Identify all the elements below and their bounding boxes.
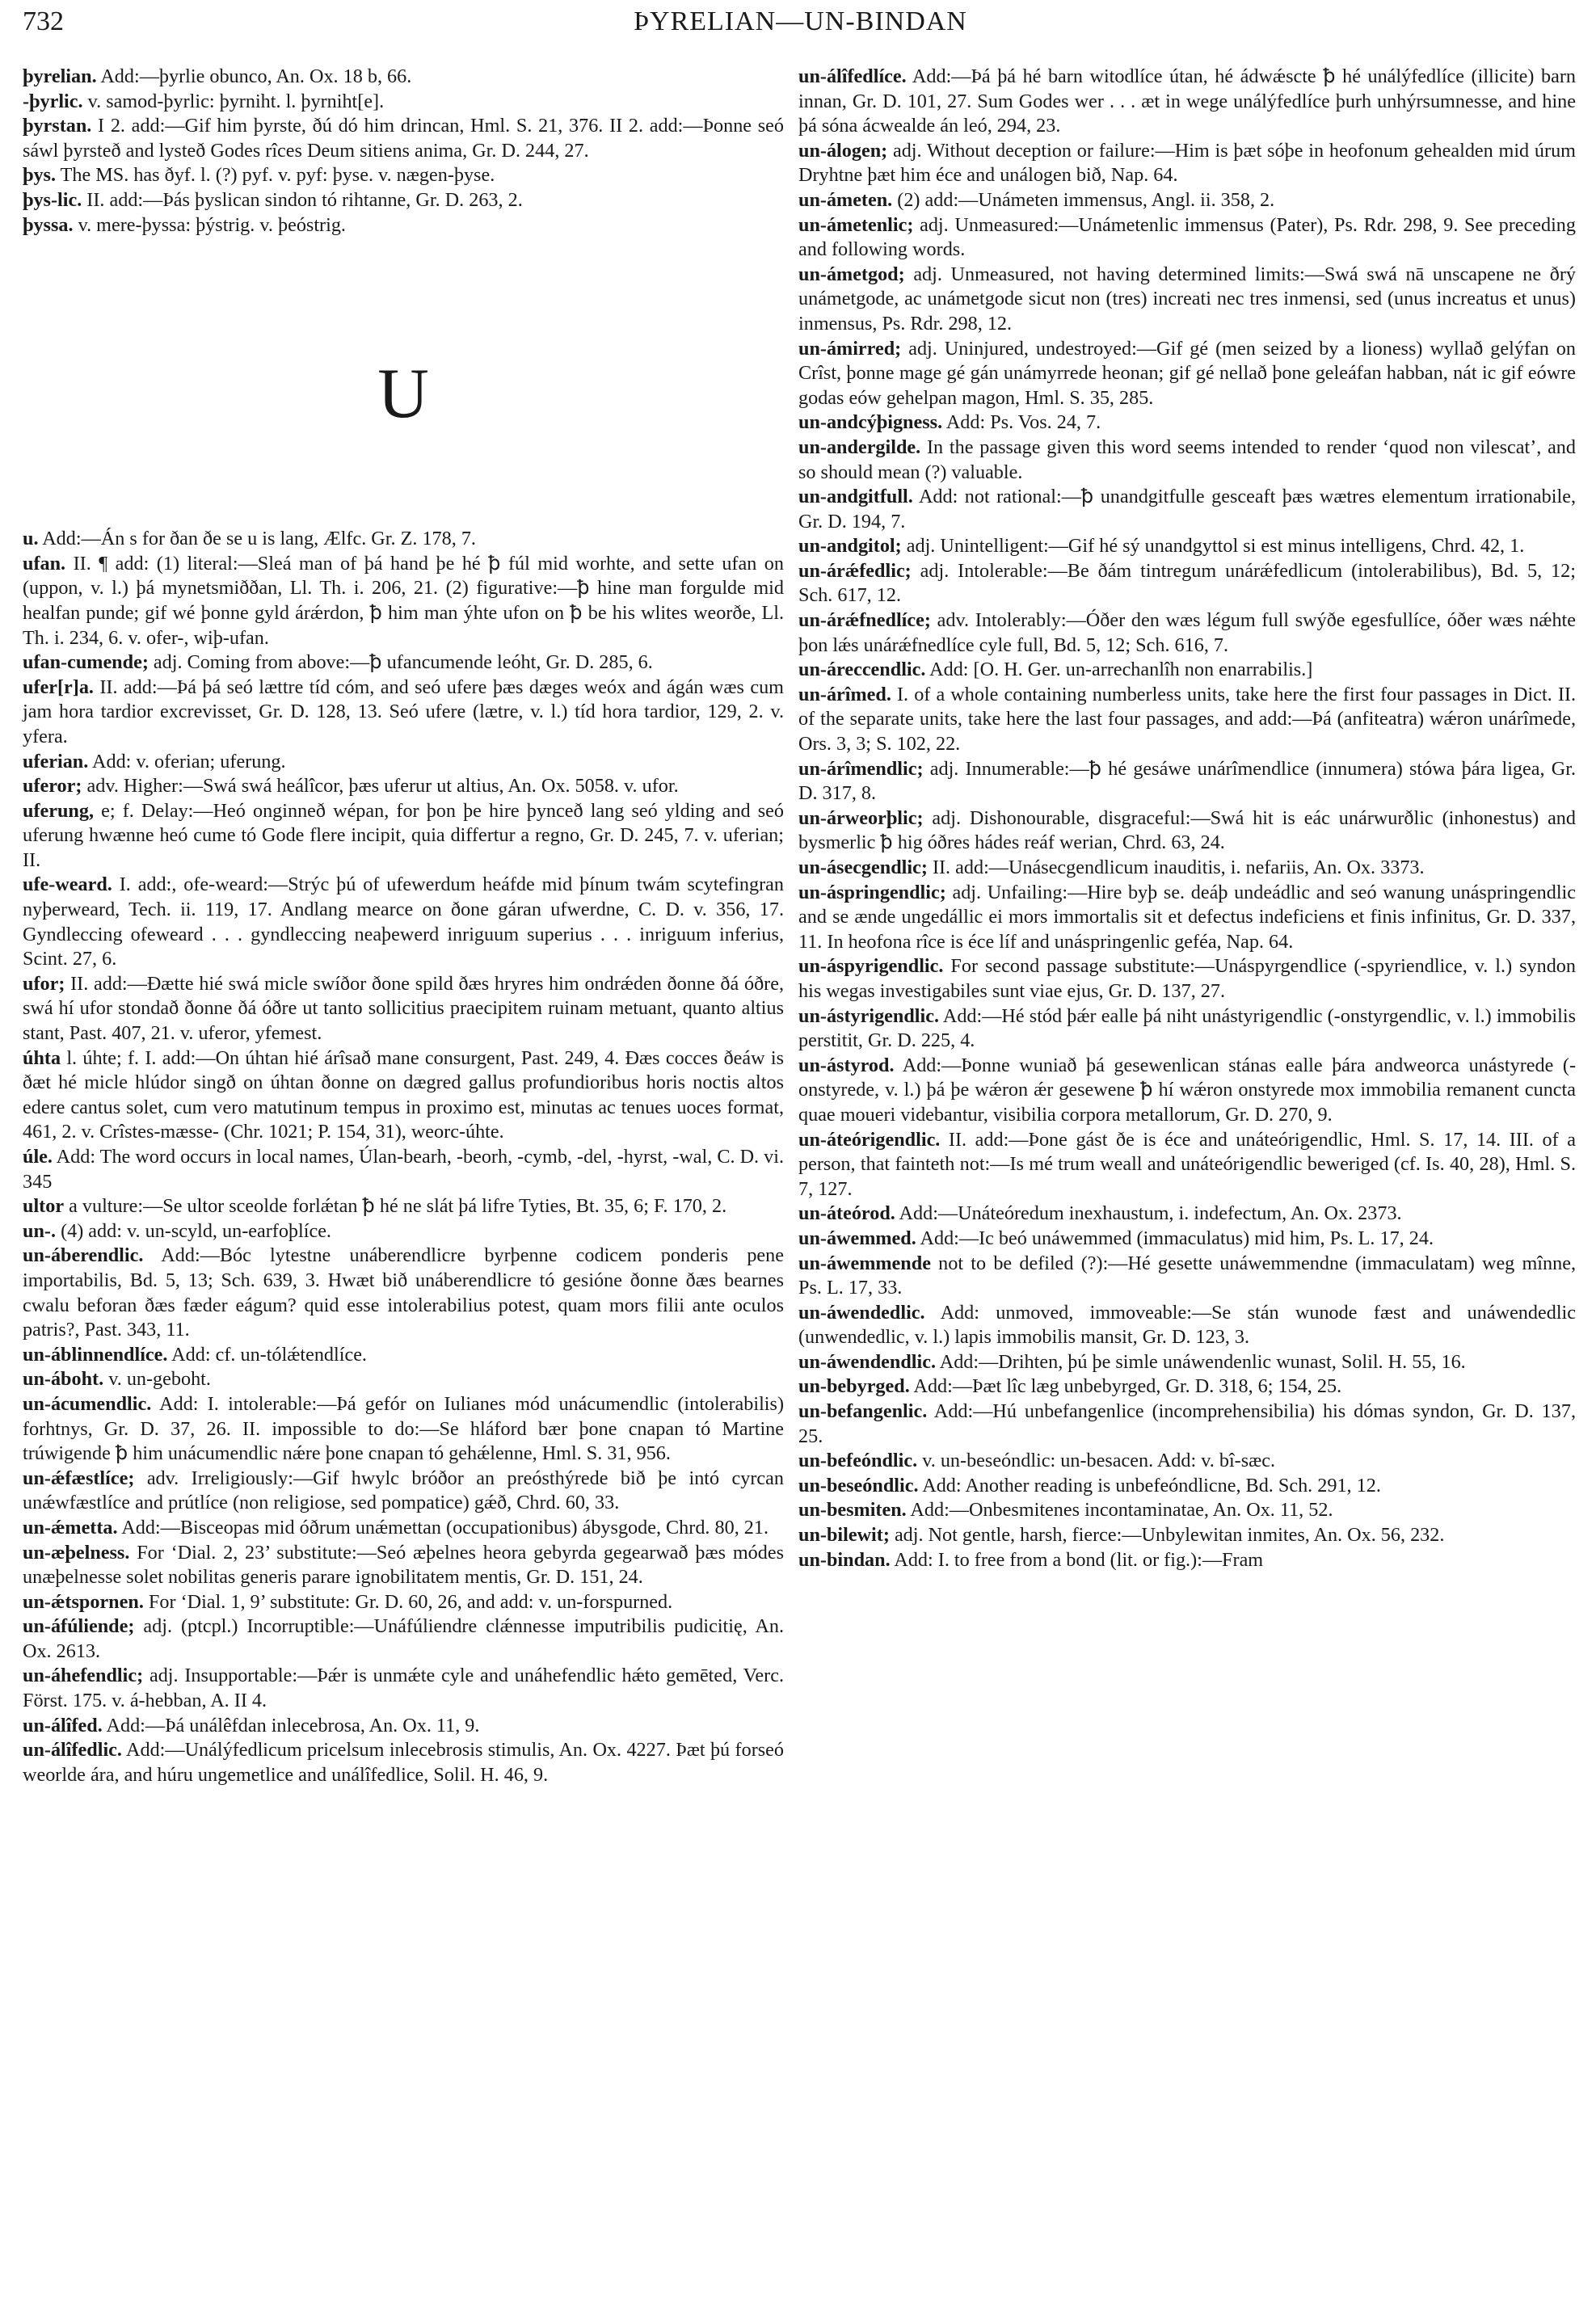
entry-body: adj. Dishonourable, disgraceful:—Swá hit is eác unárwurðlic (inhonestus) and bysmerlic ꝥ hig óðres hádes reáf werian, Chrd. 63, 24. (798, 806, 1576, 854)
dictionary-entry (798, 263, 1576, 337)
entry-headword: un-áwendendlic. (798, 1350, 937, 1373)
dictionary-entry (23, 873, 784, 971)
dictionary-entry (23, 188, 784, 213)
entry-body: Add: unmoved, immoveable:—Se stán wunode fæst and unáwendedlic (unwendedlic, v. l.) lapis immobilis mansit, Gr. D. 123, 3. (798, 1301, 1576, 1349)
entry-body: adj. Coming from above:—ꝥ ufancumende leóht, Gr. D. 285, 6. (148, 651, 653, 674)
entry-headword: ufan. (23, 552, 66, 575)
dictionary-entry (798, 683, 1576, 757)
right-entries (798, 65, 1576, 1572)
entry-body: Add:—Þá þá hé barn witodlíce útan, hé ádwǽscte ꝥ hé unálýfedlíce (illicite) barn innan, Gr. D. 101, 27. Sum Godes wer . . . æt in wege unálýfedlíce þurh unhýrsumnesse, and hine þá sóna ácwealde án leó, 294, 23. (798, 65, 1576, 137)
dictionary-entry (798, 1227, 1576, 1252)
entry-body: Add: Ps. Vos. 24, 7. (942, 411, 1101, 434)
dictionary-entry (23, 552, 784, 650)
entry-body: e; f. Delay:—Heó onginneð wépan, for þon þe hire þynceð lang seó ylding and seó uferung hwænne heó cume tó Gode flere incipit, quia differtur a regno, Gr. D. 245, 7. v. uferian; II. (23, 799, 784, 871)
entry-headword: un-álîfedlíce. (798, 65, 907, 87)
entry-body: v. un-geboht. (103, 1368, 211, 1391)
entry-body: Add:—Hú unbefangenlice (incomprehensibilia) his dómas syndon, Gr. D. 137, 25. (798, 1400, 1576, 1447)
dictionary-entry (798, 1498, 1576, 1523)
entries-after-letter (23, 527, 784, 1787)
entry-headword: un-ástyrigendlic. (798, 1004, 940, 1027)
dictionary-entry (23, 1516, 784, 1541)
entry-body: I. add:, ofe-weard:—Strýc þú of ufewerdum heáfde mid þínum twám scytefingran nyþerweard, Tech. ii. 119, 17. Andlang mearce on ðone gáran ufwerdne, C. D. v. 356, 17. Gyndleccing ofeweard . . . gyndleccing neaþewerd inriguum superius . . . inriguum inferius, Scint. 27, 6. (23, 873, 784, 970)
dictionary-entry (798, 139, 1576, 188)
dictionary-entry (798, 1202, 1576, 1227)
entry-body: Add: not rational:—ꝥ unandgitfulle gesceaft þæs wætres elementum irrationabile, Gr. D. 194, 7. (798, 486, 1576, 532)
entry-body: adj. Unmeasured:—Unámetenlic immensus (Pater), Ps. Rdr. 298, 9. See preceding and following words. (798, 213, 1576, 261)
entry-headword: un-áspyrigendlic. (798, 955, 944, 978)
dictionary-entry (23, 972, 784, 1046)
entry-headword: un-ǽtspornen. (23, 1590, 144, 1613)
entry-headword: un-besmiten. (798, 1499, 907, 1522)
entry-body: Add: cf. un-tólǽtendlíce. (167, 1343, 367, 1366)
entry-headword: un-æþelness. (23, 1541, 130, 1564)
dictionary-entry (23, 65, 784, 90)
dictionary-entry (798, 213, 1576, 263)
entry-headword: un-bindan. (798, 1548, 891, 1571)
entry-headword: -þyrlic. (23, 90, 83, 112)
entry-headword: un-áreccendlic. (798, 659, 926, 681)
entry-body: I. of a whole containing numberless units, take here the first four passages in Dict. II. of the separate units, take here the last four passages, and add:—Þá (anfiteatra) wǽron unárîmede, Ors. 3, 3; S. 102, 22. (798, 683, 1576, 756)
dictionary-entry (23, 1590, 784, 1615)
entry-body: Add:—Þá unálêfdan inlecebrosa, An. Ox. 11, 9. (102, 1714, 480, 1736)
dictionary-entry (23, 650, 784, 676)
entry-body: adj. (ptcpl.) Incorruptible:—Unáfúliendre clǽnnesse imputribilis pudicitię, An. Ox. 2613. (23, 1615, 784, 1662)
dictionary-entry (23, 774, 784, 799)
entry-headword: un-árîmendlic; (798, 757, 924, 780)
dictionary-entry (798, 1004, 1576, 1054)
dictionary-entry (23, 1392, 784, 1467)
entry-body: (4) add: v. un-scyld, un-earfoþlíce. (56, 1219, 331, 1242)
dictionary-entry (798, 1252, 1576, 1301)
dictionary-entry (23, 1244, 784, 1342)
entry-body: adj. Without deception or failure:—Him is þæt sóþe in heofonum gehealden mid úrum Dryhtne þæt him éce and unálogen bið, Nap. 64. (798, 139, 1576, 187)
dictionary-entry (798, 65, 1576, 139)
dictionary-entry (23, 1714, 784, 1739)
entry-headword: un-áwemmed. (798, 1227, 916, 1249)
entry-headword: un-áblinnendlíce. (23, 1343, 168, 1366)
entry-body: v. un-beseóndlic: un-besacen. Add: v. bî-sæc. (917, 1450, 1276, 1472)
entry-body: v. mere-þyssa: þýstrig. v. þeóstrig. (73, 213, 346, 236)
entry-body: adj. Insupportable:—Þǽr is unmǽte cyle and unáhefendlic hǽto gemēted, Verc. Först. 175. v. á-hebban, A. II 4. (23, 1665, 784, 1712)
entry-headword: un-áboht. (23, 1368, 104, 1391)
dictionary-entry (798, 856, 1576, 881)
entry-body: II. add:—Þone gást ðe is éce and unáteórigendlic, Hml. S. 17, 14. III. of a person, that fainteth not:—Is mé trum weall and unáteórigendlic beweriged (cf. Is. 40, 28), Hml. S. 7, 127. (798, 1128, 1576, 1200)
right-column (798, 65, 1576, 1572)
entry-headword: un-áteórigendlic. (798, 1128, 941, 1151)
entry-body: Add:—Hé stód þǽr ealle þá niht unástyrigendlic (-onstyrgendlic, v. l.) immobilis perstitit, Gr. D. 225, 4. (798, 1004, 1576, 1052)
entry-body: Add:—Unáteóredum inexhaustum, i. indefectum, An. Ox. 2373. (895, 1202, 1402, 1225)
entry-body: a vulture:—Se ultor sceolde forlǽtan ꝥ hé ne slát þá lifre Tyties, Bt. 35, 6; F. 170, 2. (64, 1195, 727, 1218)
dictionary-entry (798, 337, 1576, 411)
dictionary-entry (23, 1614, 784, 1664)
entry-body: Add:—Án s for ðan ðe se u is lang, Ælfc. Gr. Z. 178, 7. (38, 528, 476, 550)
entry-body: Add:—Bóc lytestne unáberendlicre byrþenne codicem ponderis pene importabilis, Bd. 5, 13; Sch. 639, 3. Hwæt bið unáberendlicre tó gesióne ðonne ðæs bearnes cwalu beforan ðæs fæder eágum? quid esse intolerabilius potest, quam mors filii ante oculos patris?, Past. 343, 11. (23, 1244, 784, 1341)
dictionary-entry (798, 436, 1576, 485)
dictionary-entry (23, 114, 784, 163)
entry-headword: un-ámirred; (798, 337, 902, 360)
entry-body: Add:—Onbesmitenes incontaminatae, An. Ox. 11, 52. (906, 1499, 1333, 1522)
dictionary-entry (798, 608, 1576, 658)
entry-headword: ufe-weard. (23, 873, 112, 896)
entry-headword: un-áspringendlic; (798, 881, 946, 903)
dictionary-entry (23, 750, 784, 775)
entry-body: Add:—þyrlie obunco, An. Ox. 18 b, 66. (96, 65, 412, 87)
dictionary-entry (798, 1548, 1576, 1573)
entry-body: adj. Unmeasured, not having determined limits:—Swá swá nā unscapene ne ðrý unámetgode, ac unámetgode sicut non (tres) increati nec tres inmensi, sed (unus increatus et unus) inmensus, Ps. Rdr. 298, 12. (798, 263, 1576, 335)
dictionary-entry (798, 1474, 1576, 1499)
entry-headword: un-áfúliende; (23, 1615, 135, 1638)
dictionary-entry (23, 1343, 784, 1368)
section-letter: U (377, 355, 429, 434)
entry-headword: uferung, (23, 799, 95, 822)
entry-body: Add:—Ic beó unáwemmed (immaculatus) mid him, Ps. L. 17, 24. (916, 1227, 1434, 1249)
dictionary-entry (798, 1374, 1576, 1400)
dictionary-entry (23, 1664, 784, 1713)
entry-headword: un-álîfed. (23, 1714, 103, 1736)
entry-headword: un-áwemmende (798, 1252, 931, 1274)
entry-body: adv. Intolerably:—Óðer den wæs légum full swýðe egesfullíce, óðer wæs nǽhte þon lǽs unárǽfnedlíce cyle full, Bd. 5, 12; Sch. 616, 7. (798, 609, 1576, 656)
entry-headword: un-befangenlic. (798, 1400, 928, 1423)
entry-headword: ufor; (23, 972, 65, 995)
dictionary-entry (798, 757, 1576, 806)
entry-headword: un-árǽfnedlíce; (798, 609, 931, 632)
entry-body: II. add:—Ðætte hié swá micle swíðor ðone spild ðæs hryres him ondrǽden ðonne ðá óðre, swá hí ufor stondað ðonne ðá óðre ut tanto sollicitius praecipitem ruinam metuant, quanto altius stant, Past. 407, 21. v. uferor, yfemest. (23, 972, 784, 1045)
entry-headword: uferian. (23, 750, 89, 772)
entry-headword: un-andgitol; (798, 535, 902, 558)
dictionary-entry (23, 163, 784, 188)
dictionary-entry (798, 1449, 1576, 1474)
dictionary-entry (798, 410, 1576, 436)
entry-headword: un-bebyrged. (798, 1375, 910, 1398)
entry-body: Add: [O. H. Ger. un-arrechanlîh non enarrabilis.] (925, 659, 1313, 681)
entry-headword: þys-lic. (23, 188, 82, 211)
entry-body: not to be defiled (?):—Hé gesette unáwemmendne (immaculatam) weg mînne, Ps. L. 17, 33. (798, 1252, 1576, 1299)
left-column (23, 65, 784, 1787)
entry-body: v. samod-þyrlic: þyrniht. l. þyrniht[e]. (82, 90, 385, 112)
entry-body: II. add:—Unásecgendlicum inauditis, i. nefariis, An. Ox. 3373. (927, 857, 1425, 878)
entry-body: adj. Innumerable:—ꝥ hé gesáwe unárîmendlice (innumera) stówa þára ligea, Gr. D. 317, 8. (798, 757, 1576, 805)
entry-body: adj. Not gentle, harsh, fierce:—Unbylewitan inmites, An. Ox. 56, 232. (889, 1524, 1445, 1547)
entry-body: II. add:—Þás þyslican sindon tó rihtanne, Gr. D. 263, 2. (82, 188, 523, 211)
dictionary-entry (23, 1219, 784, 1244)
entry-headword: un-árweorþlic; (798, 806, 924, 829)
entry-headword: uferor; (23, 775, 82, 798)
entry-headword: un-ámetenlic; (798, 213, 914, 236)
entry-body: Add:—Unálýfedlicum pricelsum inlecebrosis stimulis, An. Ox. 4227. Þæt þú forseó weorlde ára, and húru ungemetlice and unálîfedlice, Solil. H. 46, 9. (23, 1739, 784, 1786)
entry-headword: un-ásecgendlic; (798, 857, 928, 878)
dictionary-entry (798, 188, 1576, 213)
entries-before-letter (23, 65, 784, 238)
entry-body: II. add:—Þá þá seó lættre tíd cóm, and seó ufere þæs dæges weóx and ágán wæs cum jam hora tardior excrevisset, Gr. D. 128, 13. Seó ufere (lætre, v. l.) tíd hora tardior, 129, 2. v. yfera. (23, 676, 784, 747)
dictionary-entry (23, 1367, 784, 1392)
entry-body: Add: The word occurs in local names, Úlan-bearh, -beorh, -cymb, -del, -hyrst, -wal, C. D. vi. 345 (23, 1146, 784, 1193)
entry-headword: þyrelian. (23, 65, 97, 87)
entry-headword: un-beseóndlic. (798, 1474, 919, 1496)
entry-body: l. úhte; f. I. add:—On úhtan hié árîsað mane consurgent, Past. 249, 4. Ðæs cocces ðeáw is ðæt hé micle hlúdor singð on úhtan ðonne on dægred gallus profundioribus horis noctis altos edere cantus solet, cum vero matutinum tempus in proximo est, minutas ac tenues uoces format, 461, 2. v. Crîstes-mæsse- (Chr. 1021; P. 154, 31), weorc-úhte. (23, 1046, 784, 1143)
entry-body: I 2. add:—Gif him þyrste, ðú dó him drincan, Hml. S. 21, 376. II 2. add:—Þonne seó sáwl þyrsteð and lysteð Godes rîces Deum sitiens anima, Gr. D. 244, 27. (23, 115, 784, 162)
dictionary-entry (798, 1400, 1576, 1449)
entry-headword: un-ácumendlic. (23, 1392, 152, 1415)
entry-headword: ultor (23, 1195, 65, 1218)
entry-headword: un-ǽfæstlíce; (23, 1467, 135, 1489)
entry-headword: un-ámeten. (798, 188, 893, 211)
entry-headword: un-bilewit; (798, 1524, 890, 1547)
entry-body: (2) add:—Unámeten immensus, Angl. ii. 358, 2. (892, 188, 1275, 211)
dictionary-entry (23, 90, 784, 115)
entry-headword: un-álogen; (798, 139, 888, 162)
dictionary-entry (798, 534, 1576, 559)
dictionary-entry (798, 954, 1576, 1004)
dictionary-entry (23, 1738, 784, 1787)
running-title: ÞYRELIAN—UN-BINDAN (634, 6, 967, 36)
entry-body: adv. Irreligiously:—Gif hwylc bróðor an preósthýrede bið þe intó cyrcan unǽwfæstlíce and prútlíce (non religiose, sed pompatice) gǽð, Chrd. 60, 33. (23, 1467, 784, 1514)
entry-headword: þyssa. (23, 213, 74, 236)
entry-headword: un-áwendedlic. (798, 1301, 925, 1324)
entry-body: adj. Intolerable:—Be ðám tintregum unárǽfedlicum (intolerabilibus), Bd. 5, 12; Sch. 617, 12. (798, 559, 1576, 607)
dictionary-entry (23, 1046, 784, 1145)
entry-body: Add:—Bisceopas mid óðrum unǽmettan (occupationibus) ábysgode, Chrd. 80, 21. (117, 1516, 769, 1539)
entry-body: Add: Another reading is unbefeóndlicne, Bd. Sch. 291, 12. (918, 1474, 1381, 1496)
dictionary-entry (798, 806, 1576, 856)
dictionary-entry (798, 1301, 1576, 1350)
dictionary-entry (798, 881, 1576, 955)
entry-headword: un-áhefendlic; (23, 1665, 144, 1687)
entry-body: For ‘Dial. 1, 9’ substitute: Gr. D. 60, 26, and add: v. un-forspurned. (143, 1590, 673, 1613)
entry-body: The MS. has ðyf. l. (?) pyf. v. pyf: þyse. v. nægen-þyse. (56, 164, 495, 187)
dictionary-entry (23, 213, 784, 238)
entry-headword: un-andgitfull. (798, 486, 913, 508)
dictionary-entry (23, 799, 784, 873)
dictionary-entry (798, 485, 1576, 534)
entry-headword: un-. (23, 1219, 57, 1242)
entry-headword: úhta (23, 1046, 61, 1069)
dictionary-entry (23, 1467, 784, 1516)
page-number: 732 (23, 6, 64, 36)
entry-headword: un-ástyrod. (798, 1054, 895, 1076)
entry-body: adj. Uninjured, undestroyed:—Gif gé (men seized by a lioness) wyllað gelýfan on Crîst, þonne mage gé gán unámyrrede heonan; gif gé nellað þone geleáfan habban, nát ic gif eówre godas eów gehelpan magon, Hml. S. 35, 285. (798, 337, 1576, 409)
entry-body: For second passage substitute:—Unáspyrgendlice (-spyriendlice, v. l.) syndon his wegas investigabiles sunt viae ejus, Gr. D. 137, 27. (798, 955, 1576, 1002)
entry-headword: un-áberendlic. (23, 1244, 144, 1267)
entry-body: II. ¶ add: (1) literal:—Sleá man of þá hand þe hé ꝥ fúl mid worhte, and sette ufan on (uppon, v. l.) þá mynetsmiððan, Ll. Th. i. 206, 21. (2) figurative:—ꝥ hine man forgulde mid healfan punde; gif wé þonne gyld árǽrdon, ꝥ him man ýhte ufon on ꝥ be his wlites weorðe, Ll. Th. i. 234, 6. v. ofer-, wiþ-ufan. (23, 552, 784, 649)
entry-headword: ufer[r]a. (23, 676, 94, 698)
entry-body: Add: I. intolerable:—Þá gefór on Iulianes mód unácumendlic (intolerabilis) forhtnys, Gr. D. 37, 26. II. impossible to do:—Se hláford bær þone cnapan tó Martine trúwigende ꝥ him unácumendlic nǽre þone cnapan tó gehǽlenne, Hml. S. 31, 956. (23, 1392, 784, 1465)
dictionary-entry (798, 1523, 1576, 1548)
entry-headword: un-áteórod. (798, 1202, 895, 1225)
entry-headword: ufan-cumende; (23, 651, 149, 674)
entry-headword: u. (23, 528, 39, 550)
dictionary-entry (798, 1350, 1576, 1375)
dictionary-entry (23, 676, 784, 750)
dictionary-entry (798, 1054, 1576, 1128)
entry-headword: un-andcýþigness. (798, 411, 943, 434)
entry-headword: un-álîfedlic. (23, 1739, 122, 1762)
entry-headword: un-befeóndlic. (798, 1450, 918, 1472)
dictionary-entry (23, 1145, 784, 1194)
dictionary-entry (23, 1194, 784, 1219)
dictionary-entry (798, 658, 1576, 683)
page-header (23, 6, 1578, 47)
entry-body: For ‘Dial. 2, 23’ substitute:—Seó æþelnes heora gebyrda gegearwað þæs módes unæþelnesse solet nobilitas generis parare ignobilitatem mentis, Gr. D. 151, 24. (23, 1541, 784, 1589)
entry-body: Add:—Þonne wuniað þá gesewenlican stánas ealle þára andweorca unástyrede (-onstyrede, v. l.) þá þe wǽron ǽr gesewene ꝥ hí wǽron onstyrede mox immobilia remanent cuncta quae moueri videbantur, visibilia corpora metallorum, Gr. D. 270, 9. (798, 1054, 1576, 1126)
entry-headword: un-árîmed. (798, 683, 891, 705)
entry-body: In the passage given this word seems intended to render ‘quod non vilescat’, and so should mean (?) valuable. (798, 436, 1576, 483)
dictionary-entry (23, 527, 784, 552)
entry-body: adv. Higher:—Swá swá heálîcor, þæs uferur ut altius, An. Ox. 5058. v. ufor. (82, 775, 679, 798)
entry-body: Add:—Þæt lîc læg unbebyrged, Gr. D. 318, 6; 154, 25. (909, 1375, 1342, 1398)
entry-body: Add:—Drihten, þú þe simle unáwendenlic wunast, Solil. H. 55, 16. (936, 1350, 1466, 1373)
entry-headword: un-ǽmetta. (23, 1516, 118, 1539)
dictionary-entry (798, 1128, 1576, 1202)
entry-headword: úle. (23, 1146, 53, 1168)
entry-body: adj. Unfailing:—Hire byþ se. deáþ undeádlic and seó wanung unáspringendlic and se ænde ungedállic ei mors immortalis sit et defectus indeficiens et finis infinitus, Gr. D. 337, 11. In heofona rîce is éce líf and unáspringenlic geféa, Nap. 64. (798, 881, 1576, 953)
entry-headword: þyrstan. (23, 115, 92, 137)
entry-headword: un-árǽfedlic; (798, 559, 912, 582)
entry-headword: þys. (23, 164, 57, 187)
entry-body: adj. Unintelligent:—Gif hé sý unandgyttol si est minus intelligens, Chrd. 42, 1. (901, 535, 1525, 558)
entry-body: Add: I. to free from a bond (lit. or fig.):—Fram (890, 1548, 1264, 1571)
entry-body: Add: v. oferian; uferung. (88, 750, 286, 772)
dictionary-entry (23, 1541, 784, 1590)
entry-headword: un-andergilde. (798, 436, 921, 458)
entry-headword: un-ámetgod; (798, 263, 905, 285)
dictionary-entry (798, 559, 1576, 608)
